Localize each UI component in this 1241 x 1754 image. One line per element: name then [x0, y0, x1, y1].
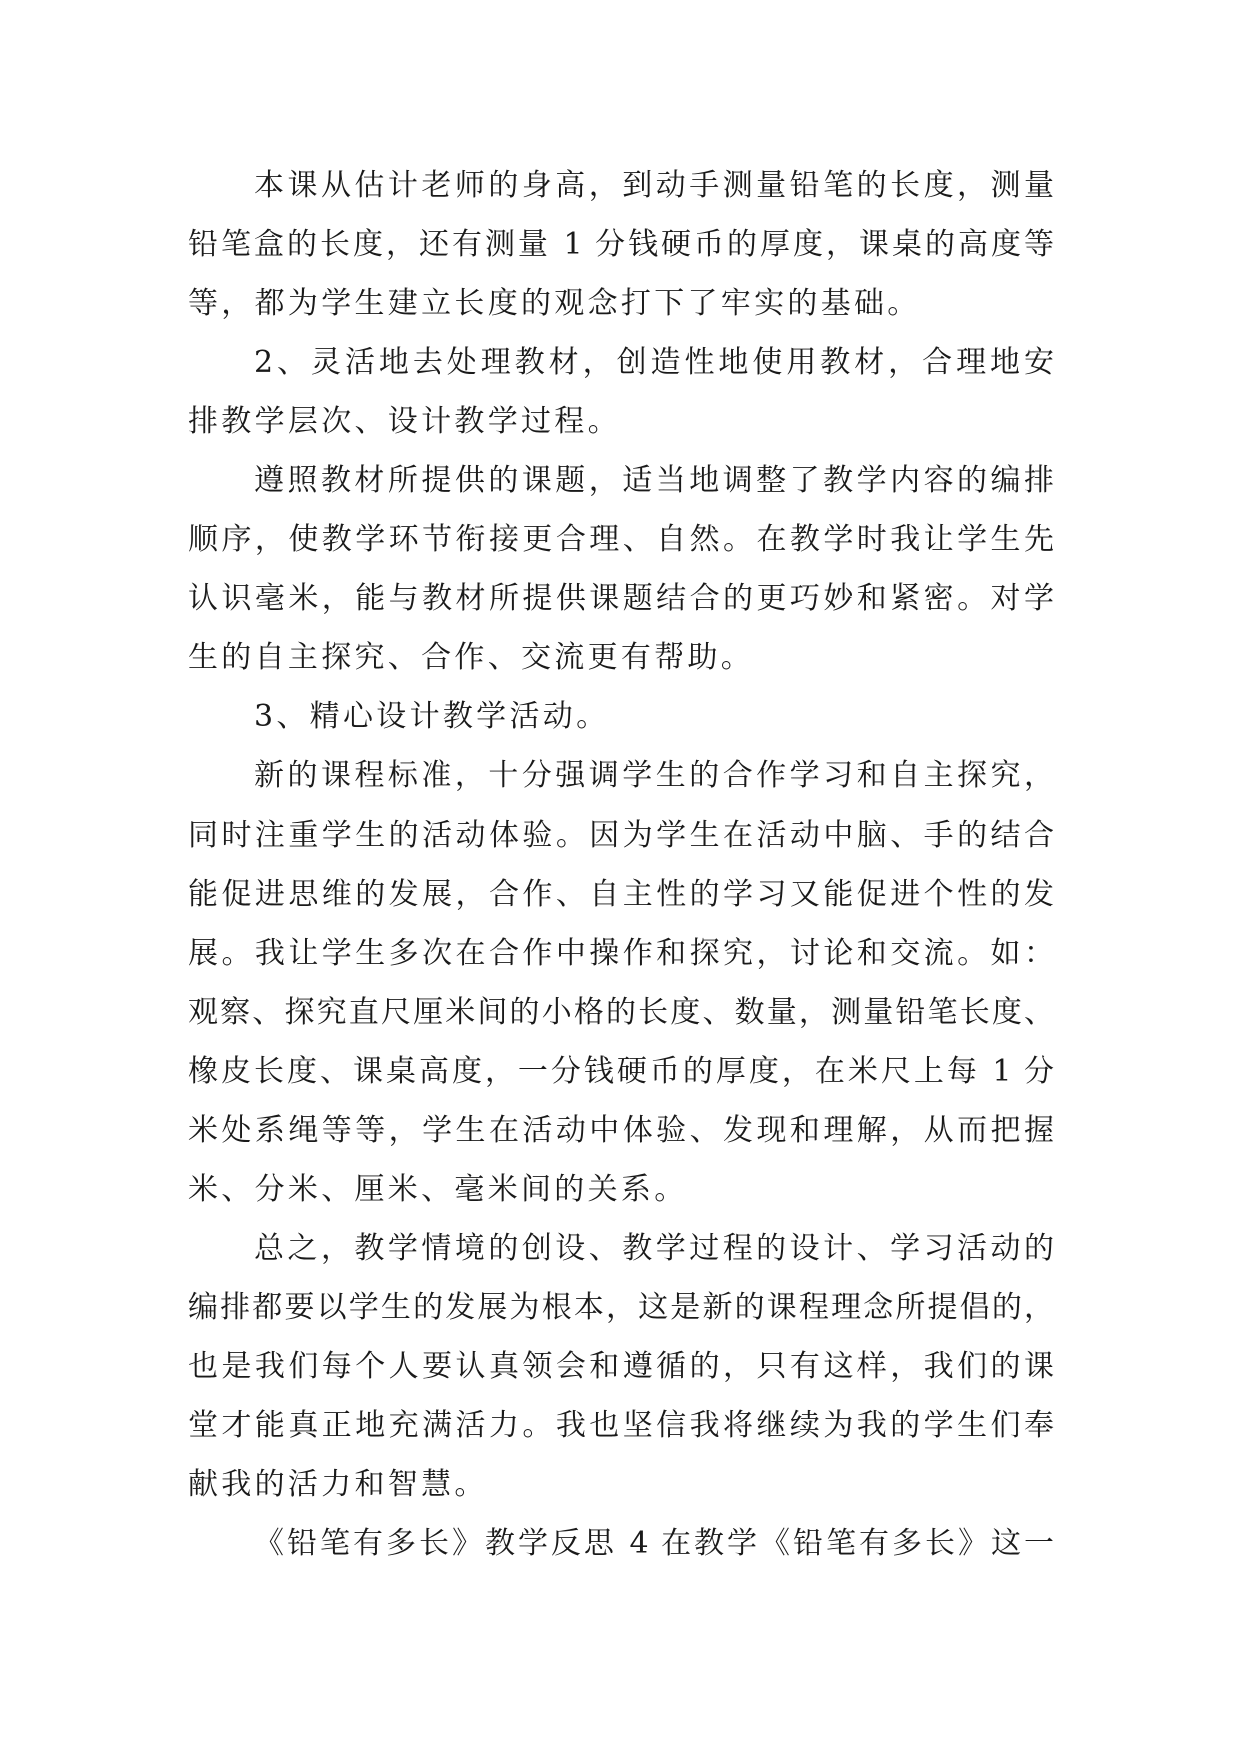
text-line: 总之，教学情境的创设、教学过程的设计、学习活动的 — [254, 1230, 1054, 1266]
text-line: 编排都要以学生的发展为根本，这是新的课程理念所提倡的， — [188, 1289, 1054, 1325]
text-line: 米、分米、厘米、毫米间的关系。 — [188, 1171, 688, 1207]
paragraph — [188, 1514, 1054, 1573]
text-line: 顺序，使教学环节衔接更合理、自然。在教学时我让学生先 — [188, 522, 1054, 558]
paragraph — [188, 746, 1054, 1218]
text-line: 展。我让学生多次在合作中操作和探究，讨论和交流。如： — [188, 935, 1054, 971]
paragraph — [188, 451, 1054, 687]
text-line: 等，都为学生建立长度的观念打下了牢实的基础。 — [188, 286, 921, 322]
text-line: 认识毫米，能与教材所提供课题结合的更巧妙和紧密。对学 — [188, 581, 1054, 617]
paragraph — [188, 687, 1054, 746]
text-line: 生的自主探究、合作、交流更有帮助。 — [188, 640, 755, 676]
text-line: 新的课程标准，十分强调学生的合作学习和自主探究， — [254, 758, 1054, 794]
text-line: 铅笔盒的长度，还有测量 1 分钱硬币的厚度，课桌的高度等 — [188, 227, 1054, 263]
text-line: 米处系绳等等，学生在活动中体验、发现和理解，从而把握 — [188, 1112, 1054, 1148]
text-line: 排教学层次、设计教学过程。 — [188, 404, 621, 440]
text-line: 2、灵活地去处理教材，创造性地使用教材，合理地安 — [254, 345, 1054, 381]
paragraph — [188, 1219, 1054, 1514]
text-line: 观察、探究直尺厘米间的小格的长度、数量，测量铅笔长度、 — [188, 994, 1054, 1030]
text-line: 遵照教材所提供的课题，适当地调整了教学内容的编排 — [254, 463, 1054, 499]
text-line: 本课从估计老师的身高，到动手测量铅笔的长度，测量 — [254, 168, 1054, 203]
text-line: 《铅笔有多长》教学反思 4 在教学《铅笔有多长》这一 — [254, 1526, 1054, 1562]
document-body — [188, 156, 1054, 1573]
text-line: 能促进思维的发展，合作、自主性的学习又能促进个性的发 — [188, 876, 1054, 912]
text-line: 也是我们每个人要认真领会和遵循的，只有这样，我们的课 — [188, 1348, 1054, 1384]
text-line: 3、精心设计教学活动。 — [254, 699, 610, 735]
text-line: 同时注重学生的活动体验。因为学生在活动中脑、手的结合 — [188, 817, 1054, 853]
text-line: 堂才能真正地充满活力。我也坚信我将继续为我的学生们奉 — [188, 1407, 1054, 1443]
text-line: 献我的活力和智慧。 — [188, 1467, 488, 1503]
text-line: 橡皮长度、课桌高度，一分钱硬币的厚度，在米尺上每 1 分 — [188, 1053, 1054, 1089]
paragraph — [188, 156, 1054, 333]
paragraph — [188, 333, 1054, 451]
